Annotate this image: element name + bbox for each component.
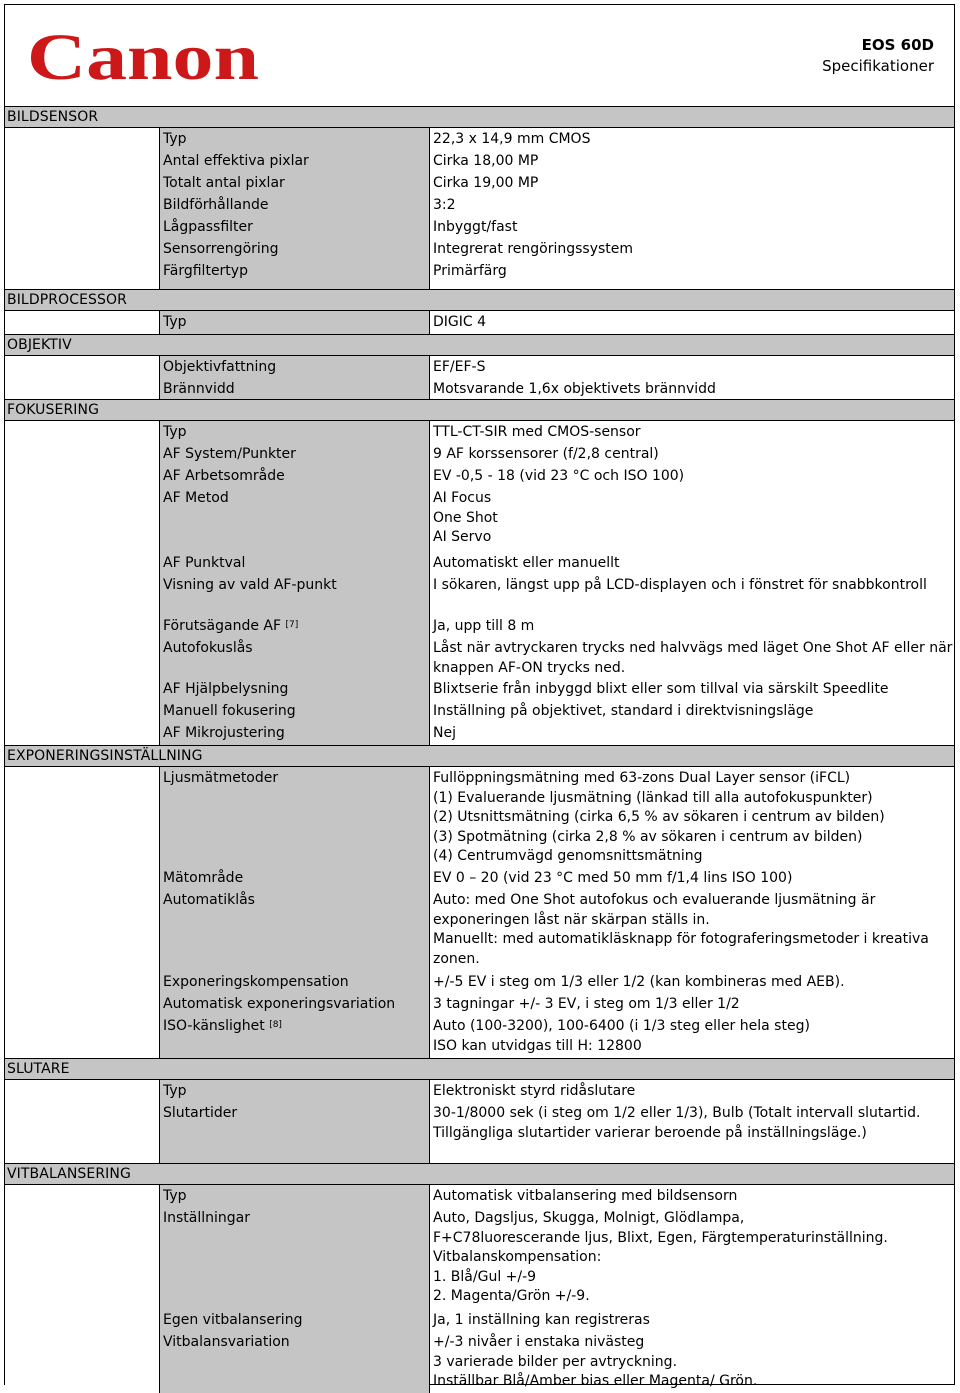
spec-value-line: Nej bbox=[433, 725, 456, 741]
spec-label-text: AF Mikrojustering bbox=[163, 725, 285, 741]
model-name: EOS 60D bbox=[861, 36, 934, 54]
spec-value-line: Fullöppningsmätning med 63-zons Dual Layer sensor (iFCL) bbox=[433, 770, 851, 786]
spec-value-line: Automatisk vitbalansering med bildsensorn bbox=[433, 1188, 738, 1204]
spec-value bbox=[433, 973, 943, 993]
spec-value-line: Auto (100-3200), 100-6400 (i 1/3 steg eller hela steg) bbox=[433, 1018, 810, 1034]
spec-value bbox=[433, 1333, 943, 1392]
spec-label-text: AF Arbetsområde bbox=[163, 468, 285, 484]
spec-label-text: Exponeringskompensation bbox=[163, 974, 349, 990]
canon-logo bbox=[27, 25, 267, 87]
spec-value-line: EV 0 – 20 (vid 23 °C med 50 mm f/1,4 lins ISO 100) bbox=[433, 870, 793, 886]
spec-sheet bbox=[4, 4, 955, 1389]
spec-value-line: +/-5 EV i steg om 1/3 eller 1/2 (kan kombineras med AEB). bbox=[433, 974, 845, 990]
spec-value-line: One Shot bbox=[433, 509, 498, 526]
spec-label-text: Typ bbox=[163, 131, 187, 147]
spec-label-text: Inställningar bbox=[163, 1210, 251, 1226]
spec-value bbox=[433, 891, 943, 969]
spec-value-line: 3:2 bbox=[433, 197, 456, 213]
spec-value bbox=[433, 445, 943, 465]
section-1 bbox=[5, 289, 954, 334]
category-column bbox=[5, 356, 160, 399]
spec-label-text: Autofokuslås bbox=[163, 640, 253, 656]
spec-label bbox=[163, 358, 276, 378]
spec-value-line: (4) Centrumvägd genomsnittsmätning bbox=[433, 848, 703, 864]
spec-value-line: 3 varierade bilder per avtryckning. bbox=[433, 1353, 678, 1370]
spec-value bbox=[433, 1082, 943, 1102]
section-body bbox=[5, 1185, 954, 1393]
spec-value bbox=[433, 1209, 943, 1307]
spec-label bbox=[163, 423, 187, 443]
spec-value-line: Blixtserie från inbyggd blixt eller som tillval via särskilt Speedlite bbox=[433, 681, 889, 697]
spec-value-line: Cirka 19,00 MP bbox=[433, 175, 539, 191]
spec-value bbox=[433, 576, 943, 596]
spec-label bbox=[163, 380, 235, 400]
svg-text:Canon: Canon bbox=[27, 25, 259, 87]
spec-label-text: Ljusmätmetoder bbox=[163, 770, 279, 786]
section-body bbox=[5, 356, 954, 399]
spec-label bbox=[163, 174, 285, 194]
spec-label bbox=[163, 1209, 250, 1229]
spec-label-text: Totalt antal pixlar bbox=[163, 175, 285, 191]
spec-label bbox=[163, 152, 309, 172]
section-6 bbox=[5, 1163, 954, 1393]
spec-value bbox=[433, 554, 943, 574]
spec-value bbox=[433, 218, 943, 238]
spec-value-line: AI Focus bbox=[433, 490, 492, 506]
spec-label bbox=[163, 1104, 237, 1124]
spec-value bbox=[433, 617, 943, 637]
spec-label bbox=[163, 769, 278, 789]
spec-label-text: Mätområde bbox=[163, 870, 244, 886]
document-subtitle: Specifikationer bbox=[822, 57, 934, 75]
spec-label-text: Antal effektiva pixlar bbox=[163, 153, 309, 169]
spec-value-line: Elektroniskt styrd ridåslutare bbox=[433, 1083, 636, 1099]
section-title: EXPONERINGSINSTÄLLNING bbox=[5, 745, 954, 767]
spec-value-line: (1) Evaluerande ljusmätning (länkad till alla autofokuspunkter) bbox=[433, 789, 873, 806]
spec-label-text: Färgfiltertyp bbox=[163, 263, 248, 279]
spec-value-line: (3) Spotmätning (cirka 2,8 % av sökaren i centrum av bilden) bbox=[433, 828, 863, 845]
category-column bbox=[5, 311, 160, 334]
category-column bbox=[5, 421, 160, 745]
spec-label bbox=[163, 1082, 187, 1102]
spec-value bbox=[433, 724, 943, 744]
spec-label-text: Lågpassfilter bbox=[163, 219, 253, 235]
section-body bbox=[5, 421, 954, 745]
section-5 bbox=[5, 1058, 954, 1163]
section-4 bbox=[5, 745, 954, 1058]
spec-value-line: (2) Utsnittsmätning (cirka 6,5 % av sökaren i centrum av bilden) bbox=[433, 809, 885, 825]
spec-value bbox=[433, 313, 943, 333]
spec-label bbox=[163, 724, 285, 744]
spec-label bbox=[163, 262, 248, 282]
spec-label-text: Sensorrengöring bbox=[163, 241, 279, 257]
spec-value bbox=[433, 639, 953, 678]
section-body bbox=[5, 311, 954, 334]
spec-label bbox=[163, 1187, 187, 1207]
section-2 bbox=[5, 334, 954, 399]
spec-label bbox=[163, 869, 243, 889]
label-column bbox=[160, 311, 430, 334]
spec-value-line: EV -0,5 - 18 (vid 23 °C och ISO 100) bbox=[433, 468, 685, 484]
spec-value-line: 3 tagningar +/- 3 EV, i steg om 1/3 eller 1/2 bbox=[433, 996, 740, 1012]
spec-label bbox=[163, 1311, 302, 1331]
spec-value-line: 30-1/8000 sek (i steg om 1/2 eller 1/3), Bulb (Totalt intervall slutartid. bbox=[433, 1105, 921, 1121]
spec-label-text: Objektivfattning bbox=[163, 359, 277, 375]
spec-value-line: Automatiskt eller manuellt bbox=[433, 555, 620, 571]
spec-value-line: Auto, Dagsljus, Skugga, Molnigt, Glödlampa, bbox=[433, 1210, 745, 1226]
spec-value-line: EF/EF-S bbox=[433, 359, 486, 375]
spec-value bbox=[433, 680, 943, 700]
spec-label-text: ISO-känslighet bbox=[163, 1018, 265, 1034]
spec-value bbox=[433, 1017, 943, 1056]
section-title: BILDSENSOR bbox=[5, 106, 954, 128]
spec-value-line: Cirka 18,00 MP bbox=[433, 153, 539, 169]
spec-label-text: Egen vitbalansering bbox=[163, 1312, 303, 1328]
spec-value-line: ISO kan utvidgas till H: 12800 bbox=[433, 1037, 642, 1054]
spec-value bbox=[433, 152, 943, 172]
spec-value bbox=[433, 358, 943, 378]
spec-value bbox=[433, 380, 943, 400]
spec-value-line: Ja, upp till 8 m bbox=[433, 618, 535, 634]
header bbox=[5, 5, 954, 105]
spec-value bbox=[433, 1104, 943, 1143]
category-column bbox=[5, 767, 160, 1058]
spec-value-line: F+C78luorescerande ljus, Blixt, Egen, Färgtemperaturinställning. bbox=[433, 1229, 888, 1246]
spec-label bbox=[163, 576, 337, 596]
spec-label-text: Brännvidd bbox=[163, 381, 235, 397]
spec-value-line: TTL-CT-SIR med CMOS-sensor bbox=[433, 424, 641, 440]
spec-label bbox=[163, 702, 296, 722]
section-0 bbox=[5, 106, 954, 289]
spec-value-line: Manuellt: med automatikläsknapp för fotograferingsmetoder i kreativa bbox=[433, 931, 929, 947]
spec-label bbox=[163, 891, 255, 911]
spec-table bbox=[5, 106, 954, 1393]
spec-value bbox=[433, 995, 943, 1015]
spec-value bbox=[433, 174, 943, 194]
spec-label bbox=[163, 240, 279, 260]
spec-label-text: Slutartider bbox=[163, 1105, 238, 1121]
spec-value bbox=[433, 1311, 943, 1331]
spec-value-line: AI Servo bbox=[433, 529, 492, 545]
footnote-ref: [8] bbox=[269, 1020, 282, 1030]
spec-label bbox=[163, 973, 349, 993]
spec-value bbox=[433, 702, 943, 722]
spec-value-line: Motsvarande 1,6x objektivets brännvidd bbox=[433, 381, 716, 397]
spec-value bbox=[433, 196, 943, 216]
section-title: VITBALANSERING bbox=[5, 1163, 954, 1185]
spec-value bbox=[433, 769, 943, 867]
spec-value bbox=[433, 130, 943, 150]
section-title: BILDPROCESSOR bbox=[5, 289, 954, 311]
spec-label-text: Automatiklås bbox=[163, 892, 255, 908]
category-column bbox=[5, 1080, 160, 1163]
spec-value bbox=[433, 467, 943, 487]
spec-value bbox=[433, 1187, 943, 1207]
spec-label-text: Manuell fokusering bbox=[163, 703, 296, 719]
section-title: FOKUSERING bbox=[5, 399, 954, 421]
spec-label-text: AF System/Punkter bbox=[163, 446, 296, 462]
spec-value bbox=[433, 240, 943, 260]
spec-label-text: Automatisk exponeringsvariation bbox=[163, 996, 396, 1012]
spec-value-line: Inbyggt/fast bbox=[433, 219, 518, 235]
spec-value-line: Vitbalanskompensation: bbox=[433, 1249, 602, 1265]
spec-label-text: Förutsägande AF bbox=[163, 618, 282, 634]
section-body bbox=[5, 767, 954, 1058]
spec-value-line: Primärfärg bbox=[433, 263, 507, 279]
spec-label bbox=[163, 196, 268, 216]
spec-value-line: zonen. bbox=[433, 950, 480, 967]
spec-label-text: AF Punktval bbox=[163, 555, 246, 571]
footnote-ref: [7] bbox=[285, 620, 299, 630]
spec-label bbox=[163, 639, 253, 659]
section-title: OBJEKTIV bbox=[5, 334, 954, 356]
spec-label bbox=[163, 467, 285, 487]
spec-label-text: Visning av vald AF-punkt bbox=[163, 577, 337, 593]
spec-label-text: AF Hjälpbelysning bbox=[163, 681, 289, 697]
spec-value-line: Inställbar Blå/Amber bias eller Magenta/ Grön. bbox=[433, 1373, 758, 1389]
spec-value-line: Tillgängliga slutartider varierar beroende på inställningsläge.) bbox=[433, 1124, 867, 1141]
spec-label bbox=[163, 995, 395, 1015]
spec-label-text: Vitbalansvariation bbox=[163, 1334, 290, 1350]
spec-label bbox=[163, 1333, 290, 1353]
spec-value bbox=[433, 489, 943, 548]
spec-label-text: Typ bbox=[163, 1188, 187, 1204]
spec-label-text: AF Metod bbox=[163, 490, 229, 506]
section-3 bbox=[5, 399, 954, 745]
spec-value-line: Integrerat rengöringssystem bbox=[433, 241, 634, 257]
spec-value bbox=[433, 423, 943, 443]
spec-label bbox=[163, 313, 187, 333]
section-body bbox=[5, 1080, 954, 1163]
section-body bbox=[5, 128, 954, 289]
spec-value bbox=[433, 869, 943, 889]
spec-value-line: Låst när avtryckaren trycks ned halvvägs med läget One Shot AF eller när bbox=[433, 640, 953, 656]
spec-label-text: Bildförhållande bbox=[163, 197, 269, 213]
category-column bbox=[5, 128, 160, 289]
spec-label bbox=[163, 617, 298, 637]
spec-label-text: Typ bbox=[163, 1083, 187, 1099]
model-block bbox=[822, 35, 934, 77]
spec-value-line: Inställning på objektivet, standard i direktvisningsläge bbox=[433, 703, 814, 719]
spec-value-line: DIGIC 4 bbox=[433, 314, 487, 330]
spec-value-line: exponeringen låst när skärpan ställs in. bbox=[433, 911, 710, 928]
spec-value-line: I sökaren, längst upp på LCD-displayen och i fönstret för snabbkontroll bbox=[433, 577, 927, 593]
spec-value bbox=[433, 262, 943, 282]
spec-value-line: Ja, 1 inställning kan registreras bbox=[433, 1312, 650, 1328]
spec-label bbox=[163, 445, 296, 465]
spec-value-line: 9 AF korssensorer (f/2,8 central) bbox=[433, 446, 659, 462]
spec-value-line: 2. Magenta/Grön +/-9. bbox=[433, 1288, 590, 1304]
spec-value-line: knappen AF-ON trycks ned. bbox=[433, 659, 626, 676]
spec-label bbox=[163, 130, 187, 150]
spec-label-text: Typ bbox=[163, 314, 187, 330]
spec-value-line: 22,3 x 14,9 mm CMOS bbox=[433, 131, 591, 147]
spec-value-line: +/-3 nivåer i enstaka nivästeg bbox=[433, 1334, 645, 1350]
section-title: SLUTARE bbox=[5, 1058, 954, 1080]
spec-label bbox=[163, 489, 229, 509]
spec-label bbox=[163, 554, 245, 574]
category-column bbox=[5, 1185, 160, 1393]
spec-label bbox=[163, 680, 288, 700]
spec-label bbox=[163, 1017, 282, 1037]
spec-value-line: 1. Blå/Gul +/-9 bbox=[433, 1268, 537, 1285]
spec-value-line: Auto: med One Shot autofokus och evaluerande ljusmätning är bbox=[433, 892, 876, 908]
spec-label-text: Typ bbox=[163, 424, 187, 440]
spec-label bbox=[163, 218, 253, 238]
